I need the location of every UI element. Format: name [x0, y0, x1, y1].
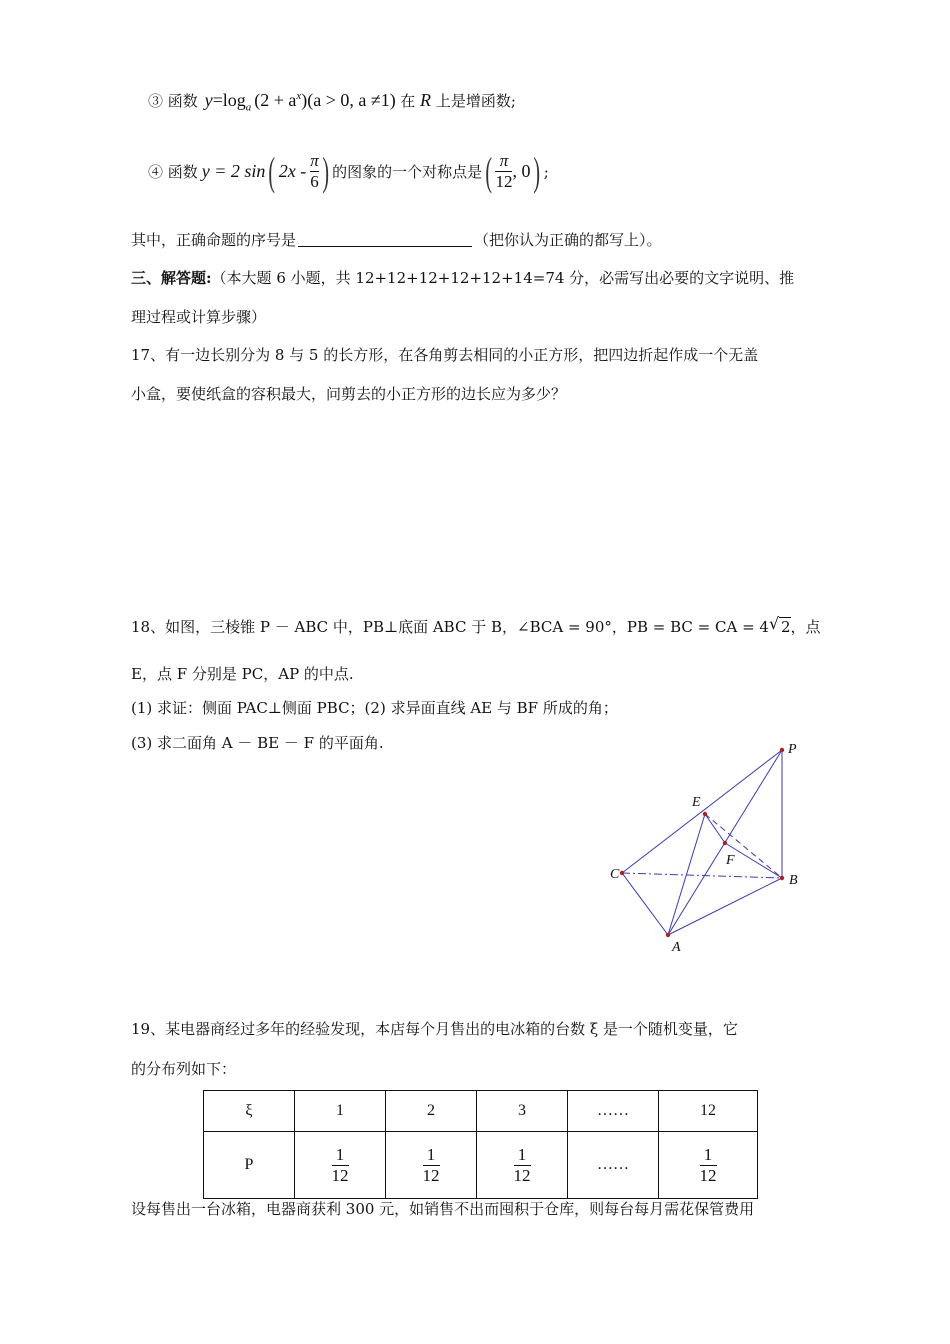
q19-line1: 19、某电器商经过多年的经验发现，本店每个月售出的电冰箱的台数 ξ 是一个随机变量，它 — [131, 1020, 738, 1038]
section3-heading: 三、解答题: — [131, 269, 212, 287]
point-E — [703, 812, 707, 816]
point-C — [620, 871, 624, 875]
table-cell: 3 — [477, 1091, 568, 1132]
section3-line1: 三、解答题:（本大题 6 小题，共 12+12+12+12+12+14=74 分，必需写出必要的文字说明、推 — [131, 269, 795, 287]
item4-pi-over-12: $\frac{\pi}{12}$ — [495, 151, 513, 191]
table-cell: $\frac{1}{12}$ — [477, 1132, 568, 1199]
table-cell: P — [204, 1132, 295, 1199]
table-cell: 12 — [659, 1091, 758, 1132]
item3-var-R: R — [420, 90, 432, 110]
q17-line1: 17、有一边长别分为 8 与 5 的长方形，在各角剪去相同的小正方形，把四边折起作成一个无盖 — [131, 346, 759, 364]
table-cell: $\frac{1}{12}$ — [386, 1132, 477, 1199]
table-cell: …… — [568, 1091, 659, 1132]
label-F: F — [726, 853, 735, 868]
point-A — [666, 933, 670, 937]
q18-line3: (1) 求证：侧面 PAC⊥侧面 PBC；(2) 求异面直线 AE 与 BF 所成的角； — [131, 699, 618, 717]
pyramid-figure — [600, 740, 820, 960]
q17-line2: 小盒，要使纸盒的容积最大，问剪去的小正方形的边长应为多少？ — [131, 385, 567, 403]
distribution-table — [203, 1090, 758, 1199]
item4-label: ④ 函数 — [148, 163, 198, 181]
label-A: A — [672, 940, 681, 955]
answer-line: 其中，正确命题的序号是 （把你认为正确的都写上）。 — [131, 231, 662, 249]
item3 — [148, 90, 516, 114]
table-cell: 1 — [295, 1091, 386, 1132]
edge-CA — [622, 873, 668, 935]
item3-label: ③ 函数 — [148, 92, 198, 110]
edge-BE — [705, 814, 782, 878]
point-P — [780, 748, 784, 752]
table-cell: $\frac{1}{12}$ — [295, 1132, 386, 1199]
section3-line2: 理过程或计算步骤） — [131, 308, 267, 326]
item4: ④ 函数 y = 2 sin ( 2x - $\frac{\pi}{6}$ ) 的图象的一个对称点是 ( $\frac{\pi}{12}$ , 0 ) ; — [148, 149, 549, 194]
q18-line2: E，点 F 分别是 PC，AP 的中点. — [131, 665, 354, 683]
label-P: P — [788, 742, 797, 757]
label-C: C — [610, 867, 620, 882]
label-E: E — [692, 795, 701, 810]
item3-text-zai: 在 — [400, 92, 416, 110]
q19-line2: 的分布列如下： — [131, 1060, 237, 1078]
edge-PC — [622, 750, 782, 873]
edge-CB — [622, 873, 782, 878]
q18-line4: (3) 求二面角 A － BE － F 的平面角. — [131, 734, 384, 752]
table-cell: ξ — [204, 1091, 295, 1132]
table-row — [204, 1132, 758, 1199]
item4-pi-over-6: $\frac{\pi}{6}$ — [310, 151, 319, 191]
q19-line3: 设每售出一台冰箱，电器商获利 300 元，如销售不出而囤积于仓库，则每台每月需花保管费用 — [131, 1200, 755, 1218]
answer-blank[interactable] — [298, 230, 472, 247]
table-row — [204, 1091, 758, 1132]
table-cell: 2 — [386, 1091, 477, 1132]
label-B: B — [789, 873, 798, 888]
point-B — [780, 876, 784, 880]
item3-formula: $y=\log_a$ $(2 + a^x)(a > 0$, a ≠1) — [204, 90, 396, 114]
item4-text-end: ; — [543, 162, 549, 181]
sqrt: √ 2 — [768, 614, 791, 636]
table-cell: …… — [568, 1132, 659, 1199]
point-F — [723, 841, 727, 845]
q18-line1: 18、如图，三棱锥 P － ABC 中，PB⊥底面 ABC 于 B，∠BCA = 90°，PB = BC = CA = 4 √ 2，点 — [131, 614, 821, 636]
item4-pt-tail: , 0 — [512, 161, 531, 181]
item4-text-mid: 的图象的一个对称点是 — [332, 163, 483, 181]
item4-lhs: y = 2 sin — [201, 161, 266, 181]
item4-arg-left: 2x - — [278, 161, 307, 181]
table-cell: $\frac{1}{12}$ — [659, 1132, 758, 1199]
item3-text-end: 上是增函数; — [435, 92, 516, 110]
